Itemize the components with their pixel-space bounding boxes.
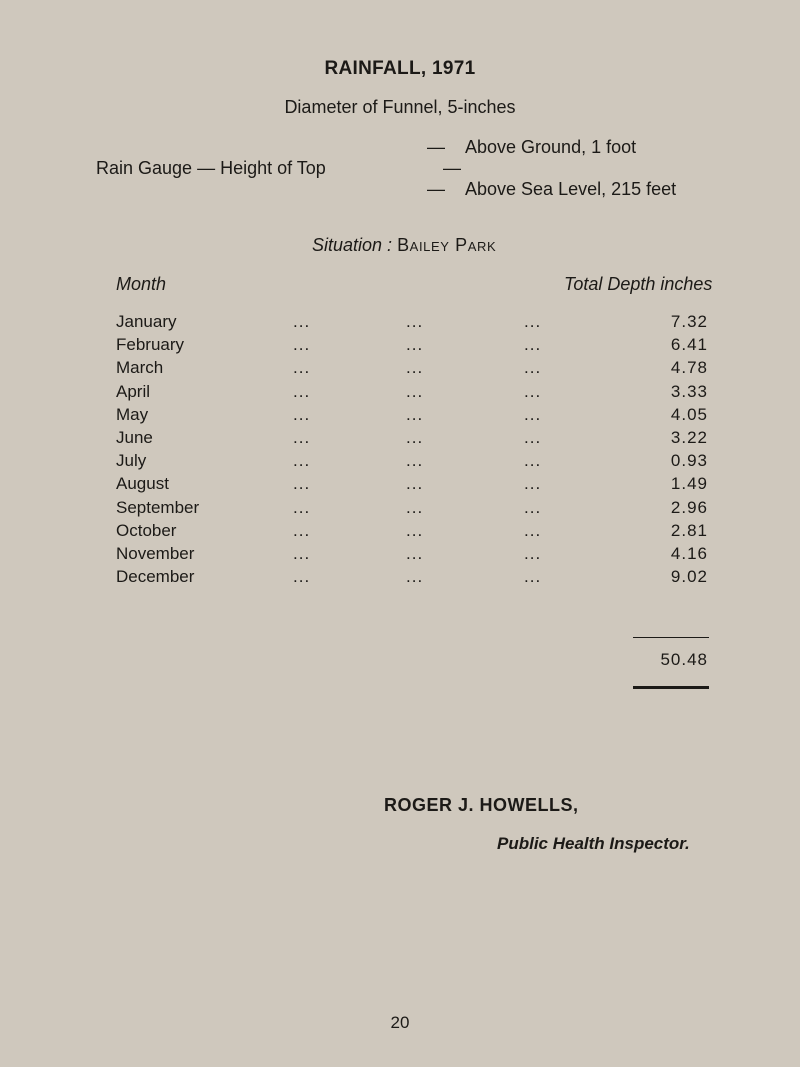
depth-cell: 3.22 [670, 428, 708, 447]
dot-leader: ... [293, 358, 311, 377]
gauge-dash-3: — [427, 179, 445, 199]
dot-leader: ... [293, 382, 311, 401]
month-cell: August [116, 474, 169, 493]
depth-cell: 9.02 [670, 567, 708, 586]
depth-cell: 2.96 [670, 498, 708, 517]
depth-cell: 7.32 [670, 312, 708, 331]
month-cell: May [116, 405, 149, 424]
gauge-above-ground: Above Ground, 1 foot [465, 137, 637, 157]
depth-cell: 6.41 [670, 335, 708, 354]
dot-leader: ... [406, 405, 424, 424]
dot-leader: ... [406, 382, 424, 401]
dot-leader: ... [524, 474, 542, 493]
situation-line [312, 235, 496, 256]
dot-leader: ... [406, 544, 424, 563]
month-cell: February [116, 335, 185, 354]
signatory-name: ROGER J. HOWELLS, [384, 795, 579, 815]
dot-leader: ... [406, 567, 424, 586]
dot-leader: ... [293, 451, 311, 470]
page-number: 20 [390, 1013, 410, 1032]
annual-total: 50.48 [660, 650, 708, 669]
depth-cell: 4.16 [670, 544, 708, 563]
gauge-above-sea-level: Above Sea Level, 215 feet [465, 179, 677, 199]
dot-leader: ... [406, 428, 424, 447]
dot-leader: ... [406, 521, 424, 540]
month-cell: October [116, 521, 177, 540]
dot-leader: ... [524, 498, 542, 517]
dot-leader: ... [293, 335, 311, 354]
depth-cell: 4.05 [670, 405, 708, 424]
depth-column-header: Total Depth inches [564, 274, 713, 294]
dot-leader: ... [524, 312, 542, 331]
depth-cell: 1.49 [670, 474, 708, 493]
gauge-dash-2: — [443, 158, 461, 178]
dot-leader: ... [524, 544, 542, 563]
dot-leader: ... [524, 451, 542, 470]
depth-cell: 0.93 [670, 451, 708, 470]
total-rule-top [633, 637, 709, 638]
dot-leader: ... [524, 358, 542, 377]
dot-leader: ... [524, 335, 542, 354]
month-column-header: Month [116, 274, 167, 294]
dot-leader: ... [293, 567, 311, 586]
month-cell: July [116, 451, 147, 470]
dot-leader: ... [293, 312, 311, 331]
depth-cell: 4.78 [670, 358, 708, 377]
month-cell: November [116, 544, 195, 563]
gauge-dash-1: — [427, 137, 445, 157]
depth-cell: 2.81 [670, 521, 708, 540]
month-cell: March [116, 358, 164, 377]
month-cell: January [116, 312, 177, 331]
dot-leader: ... [406, 335, 424, 354]
dot-leader: ... [293, 405, 311, 424]
gauge-label: Rain Gauge — Height of Top [96, 158, 326, 178]
dot-leader: ... [524, 521, 542, 540]
dot-leader: ... [524, 428, 542, 447]
dot-leader: ... [293, 474, 311, 493]
situation-label: Situation : [312, 235, 393, 255]
dot-leader: ... [406, 358, 424, 377]
dot-leader: ... [406, 498, 424, 517]
depth-cell: 3.33 [670, 382, 708, 401]
dot-leader: ... [524, 405, 542, 424]
month-cell: June [116, 428, 153, 447]
dot-leader: ... [406, 474, 424, 493]
signatory-role: Public Health Inspector. [497, 834, 690, 853]
situation-place: Bailey Park [397, 235, 497, 255]
dot-leader: ... [406, 451, 424, 470]
total-rule-bottom [633, 686, 709, 689]
dot-leader: ... [293, 428, 311, 447]
dot-leader: ... [293, 498, 311, 517]
funnel-diameter: Diameter of Funnel, 5-inches [284, 97, 516, 117]
dot-leader: ... [406, 312, 424, 331]
dot-leader: ... [293, 544, 311, 563]
month-cell: April [116, 382, 151, 401]
dot-leader: ... [524, 567, 542, 586]
dot-leader: ... [293, 521, 311, 540]
dot-leader: ... [524, 382, 542, 401]
page-title: RAINFALL, 1971 [324, 58, 476, 79]
month-cell: December [116, 567, 195, 586]
month-cell: September [116, 498, 200, 517]
